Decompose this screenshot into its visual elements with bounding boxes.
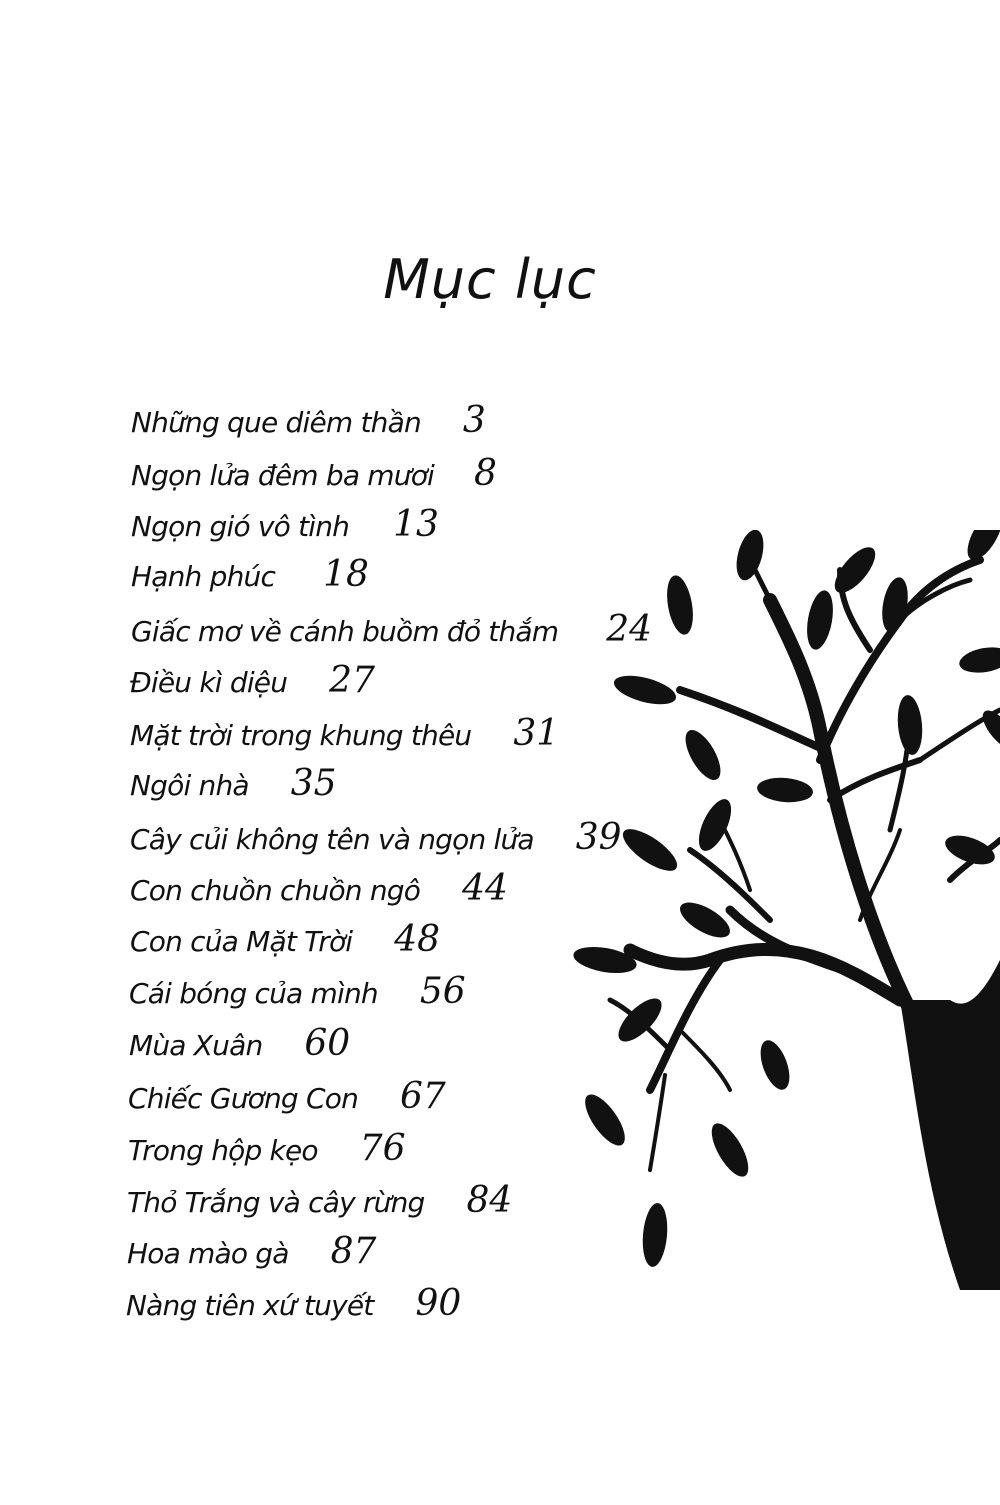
toc-entry: [127, 1231, 376, 1272]
toc-entry-title: Thỏ Trắng và cây rừng: [127, 1186, 425, 1219]
toc-entry-title: Mặt trời trong khung thêu: [130, 719, 472, 752]
toc-entry: [131, 504, 439, 545]
toc-entry-page-number: 56: [419, 971, 466, 1012]
toc-entry: [130, 868, 508, 909]
toc-entry: [128, 1076, 446, 1117]
toc-entry: [130, 919, 440, 960]
toc-entry-title: Cái bóng của mình: [129, 977, 378, 1010]
toc-entry-page-number: 27: [329, 660, 375, 701]
toc-entry-title: Hoa mào gà: [127, 1237, 289, 1270]
toc-entry-page-number: 3: [462, 400, 486, 441]
toc-entry-title: Cây củi không tên và ngọn lửa: [130, 823, 534, 856]
toc-entry-title: Hạnh phúc: [131, 560, 276, 593]
toc-entry-page-number: 76: [359, 1128, 406, 1169]
toc-entry: [130, 660, 375, 701]
toc-entry-page-number: 84: [466, 1180, 513, 1221]
toc-entry-title: Giấc mơ về cánh buồm đỏ thắm: [131, 615, 559, 648]
toc-entry-title: Trong hộp kẹo: [128, 1134, 318, 1167]
toc-entry: [127, 1180, 512, 1221]
toc-entry: [129, 1023, 350, 1064]
toc-entry-title: Ngôi nhà: [130, 769, 249, 802]
toc-entry-page-number: 48: [394, 919, 441, 960]
toc-entry: [126, 1283, 461, 1324]
toc-entry-page-number: 35: [290, 763, 337, 804]
toc-entry-page-number: 87: [330, 1231, 377, 1272]
toc-entry: [129, 971, 466, 1012]
toc-entry-page-number: 90: [415, 1283, 462, 1324]
toc-entry: [131, 400, 486, 441]
toc-entry: [131, 453, 497, 494]
toc-entry-page-number: 44: [462, 868, 508, 909]
toc-entry: [131, 554, 369, 595]
toc-entry-title: Nàng tiên xứ tuyết: [126, 1289, 374, 1322]
toc-entry-title: Những que diêm thần: [131, 406, 421, 439]
toc-entry-title: Ngọn gió vô tình: [131, 510, 350, 543]
toc-entry-page-number: 31: [513, 713, 560, 754]
toc-entry-page-number: 18: [323, 554, 369, 595]
toc-entry-page-number: 67: [400, 1076, 446, 1117]
toc-entry-page-number: 24: [606, 609, 653, 650]
toc-entry-title: Con của Mặt Trời: [130, 925, 353, 958]
toc-entry-page-number: 13: [393, 504, 439, 545]
toc-entry-title: Con chuồn chuồn ngô: [130, 874, 421, 907]
toc-entry: [130, 817, 622, 858]
toc-entry-page-number: 60: [304, 1023, 351, 1064]
tree-silhouette-icon: [570, 530, 1000, 1290]
page-title: Mục lục: [383, 248, 597, 311]
toc-entry: [128, 1128, 406, 1169]
toc-entry: [130, 713, 559, 754]
toc-entry-title: Chiếc Gương Con: [128, 1082, 359, 1115]
toc-entry: [130, 763, 337, 804]
toc-entry-title: Điều kì diệu: [130, 666, 288, 699]
toc-entry-page-number: 8: [474, 453, 497, 494]
toc-entry-title: Ngọn lửa đêm ba mươi: [131, 459, 435, 492]
toc-entry-title: Mùa Xuân: [129, 1029, 263, 1062]
toc-entry-page-number: 39: [575, 817, 622, 858]
